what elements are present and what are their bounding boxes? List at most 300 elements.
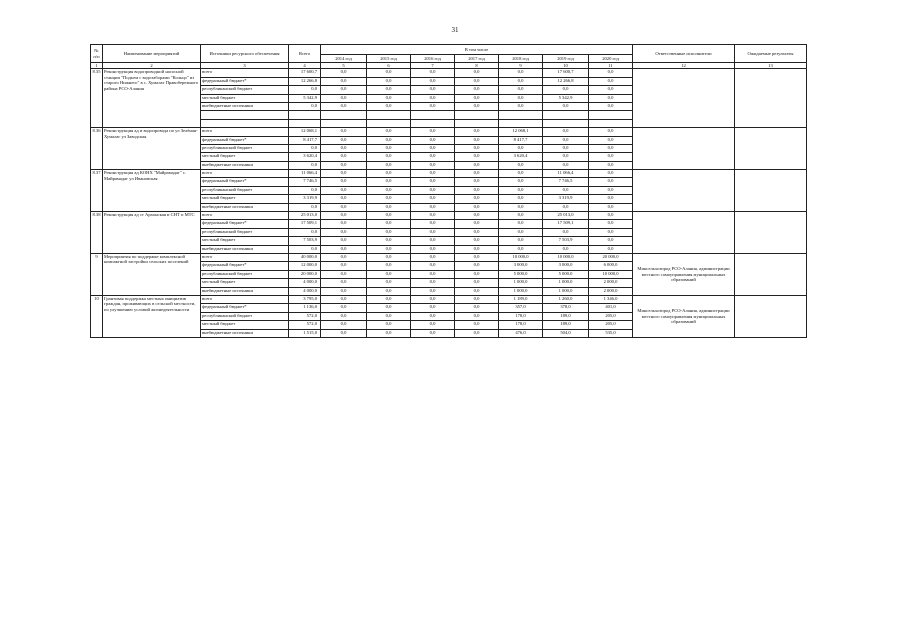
funding-total: 3 319,9 — [289, 195, 321, 203]
year-value: 535,0 — [589, 329, 633, 337]
year-value: 0,0 — [367, 312, 411, 320]
year-value: 0,0 — [367, 262, 411, 270]
expected-results — [735, 212, 807, 254]
year-value: 1 000,0 — [499, 287, 543, 295]
year-value: 0,0 — [321, 321, 367, 329]
year-value: 0,0 — [455, 153, 499, 161]
year-value: 178,0 — [499, 321, 543, 329]
year-value: 0,0 — [321, 329, 367, 337]
responsible-executors — [633, 170, 735, 212]
funding-total: 4 000,0 — [289, 279, 321, 287]
funding-source: всего — [201, 128, 289, 136]
empty-cell — [499, 111, 543, 119]
year-value: 0,0 — [367, 77, 411, 85]
year-value: 1 000,0 — [543, 279, 589, 287]
col-index: 10 — [543, 63, 589, 69]
year-value: 0,0 — [543, 203, 589, 211]
year-value: 0,0 — [455, 178, 499, 186]
year-value: 205,0 — [589, 312, 633, 320]
year-value: 0,0 — [411, 170, 455, 178]
year-value: 0,0 — [367, 254, 411, 262]
funding-source: местный бюджет — [201, 321, 289, 329]
year-value: 0,0 — [589, 212, 633, 220]
year-value: 0,0 — [589, 136, 633, 144]
year-value: 0,0 — [455, 304, 499, 312]
year-value: 12 266,8 — [543, 77, 589, 85]
year-value: 0,0 — [543, 153, 589, 161]
funding-total: 12 000,0 — [289, 262, 321, 270]
empty-cell — [455, 111, 499, 119]
year-value: 0,0 — [543, 86, 589, 94]
year-value: 0,0 — [455, 136, 499, 144]
year-value: 0,0 — [499, 69, 543, 77]
year-value: 0,0 — [367, 279, 411, 287]
year-value: 3 000,0 — [543, 262, 589, 270]
year-value: 0,0 — [499, 86, 543, 94]
year-value: 0,0 — [367, 178, 411, 186]
year-value: 0,0 — [455, 69, 499, 77]
expected-results — [735, 69, 807, 128]
year-value: 0,0 — [367, 228, 411, 236]
year-value: 0,0 — [321, 128, 367, 136]
funding-total: 20 000,0 — [289, 270, 321, 278]
responsible-executors: Минсельхозпрод РСО-Алания, администрации местного самоуправления муниципальных образований — [633, 254, 735, 296]
year-value: 0,0 — [455, 279, 499, 287]
col-header-results: Ожидаемые результаты — [735, 45, 807, 63]
year-value: 0,0 — [455, 212, 499, 220]
year-value: 0,0 — [543, 102, 589, 110]
year-value: 0,0 — [367, 287, 411, 295]
page-number: 31 — [451, 26, 459, 34]
funding-source: республиканский бюджет — [201, 312, 289, 320]
year-value: 0,0 — [321, 153, 367, 161]
year-value: 0,0 — [321, 304, 367, 312]
funding-total: 40 000,0 — [289, 254, 321, 262]
year-value: 12 068,1 — [499, 128, 543, 136]
year-value: 0,0 — [411, 254, 455, 262]
year-value: 2 000,0 — [589, 279, 633, 287]
funding-source: местный бюджет — [201, 279, 289, 287]
col-header-year: 2018 год — [499, 55, 543, 63]
funding-total: 0,0 — [289, 144, 321, 152]
year-value: 0,0 — [411, 178, 455, 186]
year-value: 0,0 — [499, 212, 543, 220]
item-name: Мероприятия по поддержке комплексной компактной застройки сельских поселений — [103, 254, 201, 296]
funding-source: федеральный бюджет* — [201, 77, 289, 85]
funding-source: федеральный бюджет* — [201, 262, 289, 270]
funding-source: внебюджетные источники — [201, 161, 289, 169]
year-value: 0,0 — [499, 228, 543, 236]
year-value: 0,0 — [411, 245, 455, 253]
year-value: 0,0 — [321, 195, 367, 203]
year-value: 0,0 — [411, 295, 455, 303]
year-value: 0,0 — [411, 195, 455, 203]
year-value: 0,0 — [367, 161, 411, 169]
year-value: 0,0 — [589, 102, 633, 110]
year-value: 0,0 — [411, 186, 455, 194]
funding-source: республиканский бюджет — [201, 144, 289, 152]
year-value: 0,0 — [367, 102, 411, 110]
year-value: 0,0 — [321, 220, 367, 228]
empty-cell — [321, 119, 367, 127]
year-value: 0,0 — [455, 144, 499, 152]
year-value: 0,0 — [411, 270, 455, 278]
year-value: 0,0 — [321, 178, 367, 186]
year-value: 0,0 — [543, 161, 589, 169]
expected-results — [735, 128, 807, 170]
table-row — [91, 170, 807, 178]
year-value: 0,0 — [367, 212, 411, 220]
col-header-source: Источники ресурсного обеспечения — [201, 45, 289, 63]
col-header-year: 2019 год — [543, 55, 589, 63]
funding-total: 0,0 — [289, 86, 321, 94]
funding-total: 5 342,9 — [289, 94, 321, 102]
year-value: 10 000,0 — [499, 254, 543, 262]
funding-source: федеральный бюджет* — [201, 178, 289, 186]
expected-results — [735, 254, 807, 296]
year-value: 0,0 — [589, 128, 633, 136]
item-name: Реконструкция ад КОНХ "Майрамадаг" с. Майрамадаг ул Ивановская — [103, 170, 201, 212]
year-value: 0,0 — [367, 144, 411, 152]
year-value: 0,0 — [455, 128, 499, 136]
responsible-executors — [633, 69, 735, 128]
item-name: Реконструкция ад и водопровода по ул Зелёная-Хумалаг ул Заводская — [103, 128, 201, 170]
year-value: 1 189,0 — [499, 295, 543, 303]
funding-source: внебюджетные источники — [201, 245, 289, 253]
funding-total: 3 795,0 — [289, 295, 321, 303]
empty-cell — [289, 119, 321, 127]
year-value: 0,0 — [367, 245, 411, 253]
year-value: 1 000,0 — [543, 287, 589, 295]
col-index: 6 — [367, 63, 411, 69]
col-index: 3 — [201, 63, 289, 69]
table-row — [91, 295, 807, 303]
responsible-executors: Минсельхозпрод РСО-Алания, администрации местного самоуправления муниципальных образований — [633, 295, 735, 337]
year-value: 2 000,0 — [589, 287, 633, 295]
year-value: 0,0 — [411, 220, 455, 228]
col-index: 8 — [455, 63, 499, 69]
year-value: 178,0 — [499, 312, 543, 320]
year-value: 0,0 — [367, 170, 411, 178]
funding-source: внебюджетные источники — [201, 203, 289, 211]
col-index: 12 — [633, 63, 735, 69]
item-number: 8.35 — [91, 69, 103, 128]
year-value: 8 417,7 — [499, 136, 543, 144]
year-value: 0,0 — [321, 279, 367, 287]
year-value: 0,0 — [499, 245, 543, 253]
year-value: 0,0 — [321, 270, 367, 278]
year-value: 0,0 — [589, 195, 633, 203]
year-value: 0,0 — [321, 94, 367, 102]
year-value: 0,0 — [321, 86, 367, 94]
year-value: 0,0 — [321, 262, 367, 270]
year-value: 0,0 — [589, 245, 633, 253]
col-header-no: № п/п — [91, 45, 103, 63]
year-value: 25 013,0 — [543, 212, 589, 220]
funding-total: 8 417,7 — [289, 136, 321, 144]
table-row — [91, 128, 807, 136]
year-value: 0,0 — [321, 228, 367, 236]
year-value: 0,0 — [499, 94, 543, 102]
year-value: 0,0 — [499, 144, 543, 152]
year-value: 1 346,0 — [589, 295, 633, 303]
year-value: 0,0 — [367, 69, 411, 77]
year-value: 5 000,0 — [499, 270, 543, 278]
funding-total: 572,0 — [289, 321, 321, 329]
responsible-executors — [633, 128, 735, 170]
funding-source: всего — [201, 69, 289, 77]
year-value: 0,0 — [321, 102, 367, 110]
year-value: 0,0 — [455, 237, 499, 245]
year-value: 0,0 — [455, 254, 499, 262]
col-header-total: Всего — [289, 45, 321, 63]
funding-source: федеральный бюджет* — [201, 304, 289, 312]
funding-total: 4 000,0 — [289, 287, 321, 295]
funding-source: республиканский бюджет — [201, 228, 289, 236]
year-value: 0,0 — [367, 186, 411, 194]
year-value: 0,0 — [367, 128, 411, 136]
year-value: 0,0 — [589, 153, 633, 161]
year-value: 0,0 — [411, 262, 455, 270]
col-header-resp: Ответственные исполнители — [633, 45, 735, 63]
funding-source: всего — [201, 295, 289, 303]
year-value: 0,0 — [367, 237, 411, 245]
year-value: 0,0 — [543, 245, 589, 253]
year-value: 0,0 — [411, 161, 455, 169]
year-value: 0,0 — [589, 178, 633, 186]
empty-cell — [289, 111, 321, 119]
year-value: 0,0 — [455, 186, 499, 194]
year-value: 0,0 — [367, 195, 411, 203]
funding-source: республиканский бюджет — [201, 270, 289, 278]
year-value: 0,0 — [455, 295, 499, 303]
item-number: 8.37 — [91, 170, 103, 212]
year-value: 6 000,0 — [589, 262, 633, 270]
funding-source: внебюджетные источники — [201, 287, 289, 295]
funding-total: 572,0 — [289, 312, 321, 320]
funding-source: местный бюджет — [201, 195, 289, 203]
year-value: 0,0 — [455, 161, 499, 169]
year-value: 0,0 — [455, 228, 499, 236]
table-row — [91, 212, 807, 220]
year-value: 0,0 — [367, 136, 411, 144]
col-index: 7 — [411, 63, 455, 69]
col-header-year: 2014 год — [321, 55, 367, 63]
year-value: 0,0 — [411, 136, 455, 144]
year-value: 0,0 — [455, 77, 499, 85]
year-value: 0,0 — [321, 170, 367, 178]
funding-total: 7 503,9 — [289, 237, 321, 245]
year-value: 0,0 — [367, 86, 411, 94]
year-value: 0,0 — [411, 228, 455, 236]
funding-source: всего — [201, 170, 289, 178]
item-name: Реконструкция водопроводной насосной станции "Подъем с водозаборами "Кольцо" из старого Нижнего" в с. Хумалаг Правобережного района РСО-Алания — [103, 69, 201, 128]
year-value: 0,0 — [321, 254, 367, 262]
year-value: 17 600,7 — [543, 69, 589, 77]
year-value: 357,0 — [499, 304, 543, 312]
col-index: 1 — [91, 63, 103, 69]
funding-source: всего — [201, 212, 289, 220]
year-value: 0,0 — [321, 237, 367, 245]
year-value: 0,0 — [499, 102, 543, 110]
year-value: 0,0 — [411, 69, 455, 77]
col-index: 2 — [103, 63, 201, 69]
year-value: 0,0 — [499, 203, 543, 211]
year-value: 1 000,0 — [499, 279, 543, 287]
year-value: 0,0 — [589, 237, 633, 245]
expected-results — [735, 295, 807, 337]
year-value: 0,0 — [321, 77, 367, 85]
year-value: 0,0 — [411, 102, 455, 110]
year-value: 0,0 — [321, 203, 367, 211]
year-value: 0,0 — [589, 161, 633, 169]
year-value: 0,0 — [321, 161, 367, 169]
year-value: 0,0 — [455, 321, 499, 329]
year-value: 0,0 — [367, 270, 411, 278]
year-value: 0,0 — [321, 69, 367, 77]
year-value: 0,0 — [411, 287, 455, 295]
funding-source: республиканский бюджет — [201, 186, 289, 194]
year-value: 0,0 — [499, 195, 543, 203]
col-header-year: 2015 год — [367, 55, 411, 63]
funding-source: местный бюджет — [201, 94, 289, 102]
year-value: 10 000,0 — [543, 254, 589, 262]
year-value: 0,0 — [499, 178, 543, 186]
col-index: 11 — [589, 63, 633, 69]
year-value: 0,0 — [455, 170, 499, 178]
year-value: 0,0 — [589, 77, 633, 85]
empty-cell — [455, 119, 499, 127]
year-value: 5 000,0 — [543, 270, 589, 278]
funding-total: 0,0 — [289, 245, 321, 253]
year-value: 189,0 — [543, 312, 589, 320]
year-value: 0,0 — [455, 262, 499, 270]
year-value: 0,0 — [367, 304, 411, 312]
empty-cell — [411, 111, 455, 119]
item-name: Реконструкция ад ст Архонская и СНТ п МТС — [103, 212, 201, 254]
col-index: 9 — [499, 63, 543, 69]
year-value: 0,0 — [411, 77, 455, 85]
year-value: 0,0 — [411, 86, 455, 94]
funding-total: 17 509,1 — [289, 220, 321, 228]
year-value: 20 000,0 — [589, 254, 633, 262]
year-value: 0,0 — [411, 153, 455, 161]
col-header-year: 2016 год — [411, 55, 455, 63]
year-value: 0,0 — [367, 94, 411, 102]
year-value: 476,0 — [499, 329, 543, 337]
col-header-incl: В том числе — [321, 45, 633, 55]
year-value: 0,0 — [367, 153, 411, 161]
year-value: 11 066,4 — [543, 170, 589, 178]
year-value: 17 509,1 — [543, 220, 589, 228]
empty-cell — [201, 119, 289, 127]
year-value: 3 319,9 — [543, 195, 589, 203]
year-value: 0,0 — [411, 279, 455, 287]
funding-source: местный бюджет — [201, 237, 289, 245]
year-value: 0,0 — [411, 312, 455, 320]
year-value: 0,0 — [321, 245, 367, 253]
empty-cell — [321, 111, 367, 119]
year-value: 0,0 — [411, 144, 455, 152]
empty-cell — [201, 111, 289, 119]
year-value: 0,0 — [321, 312, 367, 320]
year-value: 0,0 — [589, 228, 633, 236]
year-value: 0,0 — [589, 144, 633, 152]
funding-total: 11 066,4 — [289, 170, 321, 178]
col-index: 4 — [289, 63, 321, 69]
year-value: 189,0 — [543, 321, 589, 329]
year-value: 504,0 — [543, 329, 589, 337]
year-value: 0,0 — [543, 186, 589, 194]
funding-total: 0,0 — [289, 228, 321, 236]
funding-total: 3 620,4 — [289, 153, 321, 161]
year-value: 0,0 — [411, 329, 455, 337]
funding-total: 25 013,0 — [289, 212, 321, 220]
funding-source: всего — [201, 254, 289, 262]
funding-total: 7 746,5 — [289, 178, 321, 186]
year-value: 7 503,9 — [543, 237, 589, 245]
col-header-year: 2020 год — [589, 55, 633, 63]
funding-total: 12 068,1 — [289, 128, 321, 136]
empty-cell — [543, 119, 589, 127]
year-value: 0,0 — [321, 287, 367, 295]
year-value: 0,0 — [411, 212, 455, 220]
funding-total: 0,0 — [289, 102, 321, 110]
funding-source: республиканский бюджет — [201, 86, 289, 94]
year-value: 0,0 — [499, 186, 543, 194]
year-value: 0,0 — [543, 228, 589, 236]
year-value: 0,0 — [321, 136, 367, 144]
item-number: 9 — [91, 254, 103, 296]
year-value: 0,0 — [411, 321, 455, 329]
item-number: 10 — [91, 295, 103, 337]
item-number: 8.38 — [91, 212, 103, 254]
year-value: 0,0 — [321, 295, 367, 303]
year-value: 0,0 — [321, 212, 367, 220]
year-value: 3 620,4 — [499, 153, 543, 161]
year-value: 0,0 — [411, 128, 455, 136]
year-value: 378,0 — [543, 304, 589, 312]
year-value: 0,0 — [499, 170, 543, 178]
col-header-year: 2017 год — [455, 55, 499, 63]
year-value: 0,0 — [499, 220, 543, 228]
year-value: 0,0 — [589, 203, 633, 211]
funding-total: 1 515,0 — [289, 329, 321, 337]
col-index: 5 — [321, 63, 367, 69]
funding-source: федеральный бюджет* — [201, 136, 289, 144]
year-value: 0,0 — [455, 220, 499, 228]
year-value: 0,0 — [455, 203, 499, 211]
year-value: 0,0 — [589, 69, 633, 77]
year-value: 0,0 — [321, 186, 367, 194]
funding-source: федеральный бюджет* — [201, 220, 289, 228]
year-value: 0,0 — [411, 304, 455, 312]
year-value: 5 342,9 — [543, 94, 589, 102]
item-name: Грантовая поддержка местных инициатив граждан, проживающих в сельской местности, по улучшению условий жизнедеятельности — [103, 295, 201, 337]
year-value: 0,0 — [367, 220, 411, 228]
year-value: 0,0 — [367, 329, 411, 337]
year-value: 0,0 — [589, 94, 633, 102]
item-number: 8.36 — [91, 128, 103, 170]
funding-source: внебюджетные источники — [201, 102, 289, 110]
year-value: 0,0 — [589, 86, 633, 94]
year-value: 0,0 — [455, 270, 499, 278]
col-header-name: Наименование мероприятий — [103, 45, 201, 63]
empty-cell — [367, 111, 411, 119]
funding-source: местный бюджет — [201, 153, 289, 161]
year-value: 0,0 — [455, 287, 499, 295]
year-value: 0,0 — [367, 295, 411, 303]
